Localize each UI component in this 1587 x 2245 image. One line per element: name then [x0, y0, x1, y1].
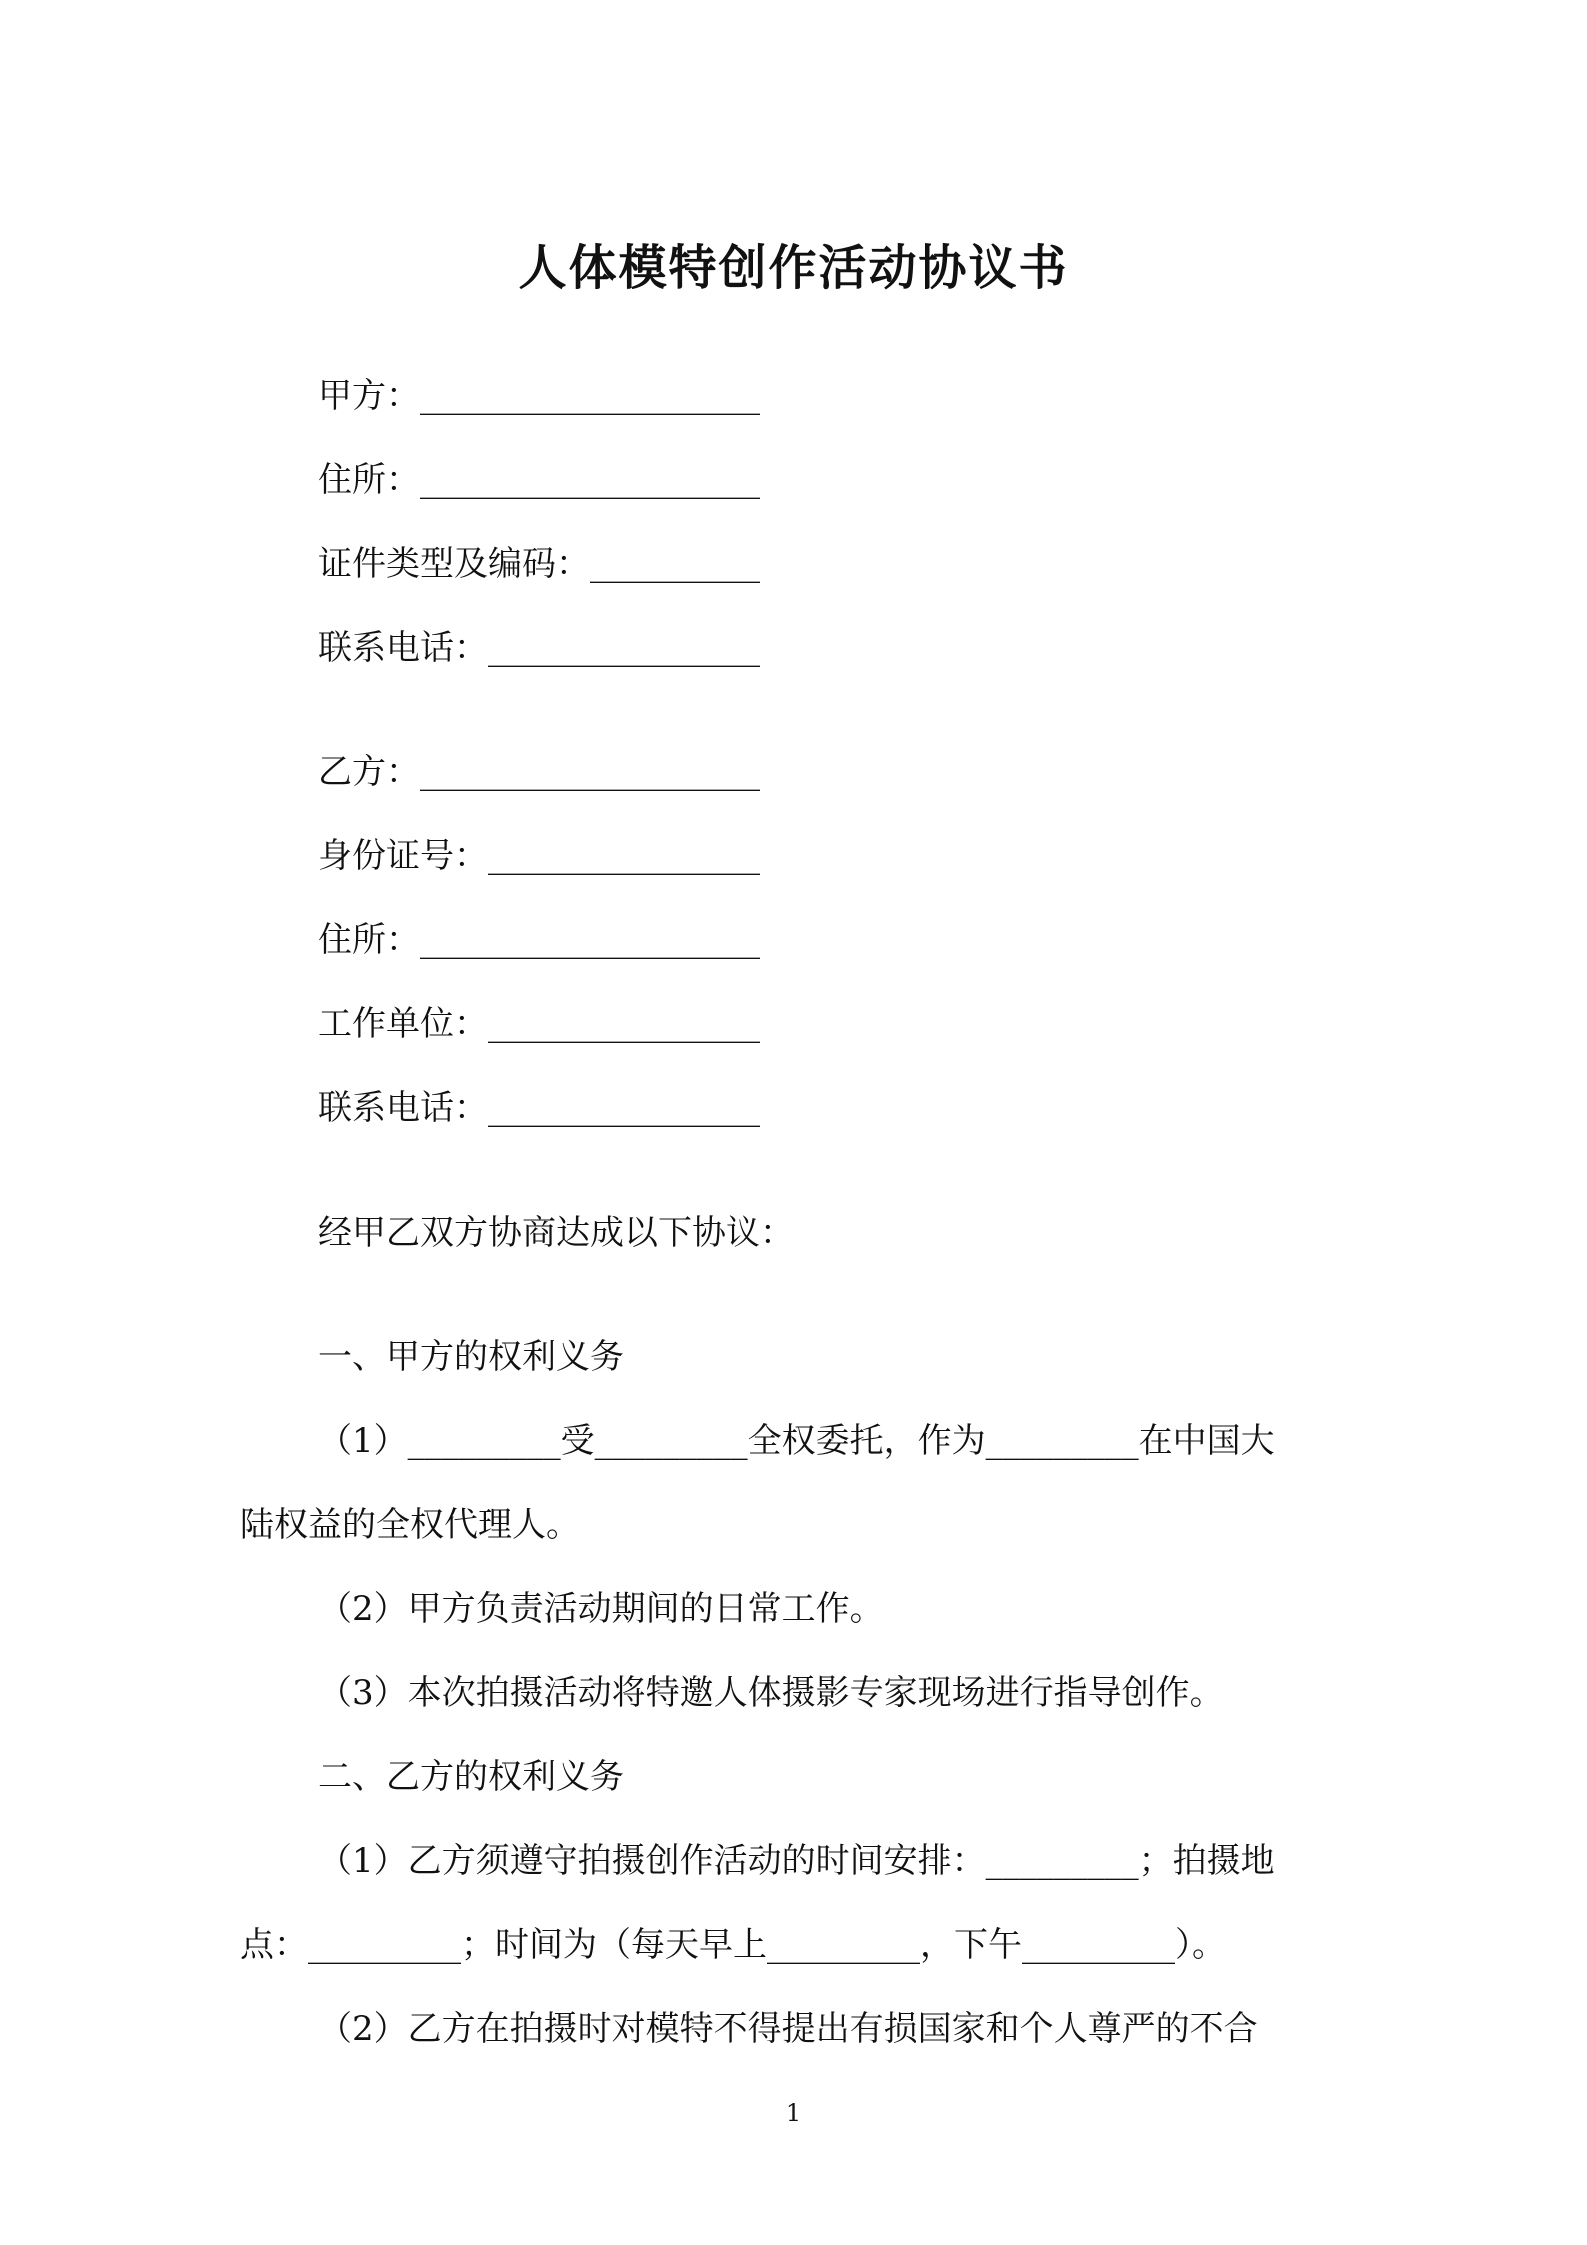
party-b-phone-field: 联系电话：________________: [318, 1088, 760, 1128]
section2-item1-line1: （1）乙方须遵守拍摄创作活动的时间安排：_________；拍摄地: [318, 1841, 1275, 1881]
party-b-id-field: 身份证号：________________: [318, 836, 760, 876]
party-b-employer-field: 工作单位：________________: [318, 1004, 760, 1044]
party-a-id-field: 证件类型及编码：__________: [318, 544, 760, 584]
party-b-name-field: 乙方：____________________: [318, 752, 760, 792]
section2-item1-line2: 点：_________；时间为（每天早上_________，下午_________）。: [240, 1925, 1226, 1965]
page-number: 1: [785, 2099, 802, 2127]
party-b-address-field: 住所：____________________: [318, 920, 760, 960]
section1-item2: （2）甲方负责活动期间的日常工作。: [318, 1589, 884, 1629]
document-title: 人体模特创作活动协议书: [518, 240, 1069, 296]
section1-item1-line2: 陆权益的全权代理人。: [240, 1505, 580, 1545]
section2-heading: 二、乙方的权利义务: [318, 1757, 624, 1797]
party-a-phone-field: 联系电话：________________: [318, 628, 760, 668]
section2-item2-line1: （2）乙方在拍摄时对模特不得提出有损国家和个人尊严的不合: [318, 2009, 1258, 2049]
party-a-address-field: 住所：____________________: [318, 460, 760, 500]
section1-item3: （3）本次拍摄活动将特邀人体摄影专家现场进行指导创作。: [318, 1673, 1224, 1713]
party-a-name-field: 甲方：____________________: [318, 376, 760, 416]
agreement-intro: 经甲乙双方协商达成以下协议：: [318, 1213, 794, 1253]
section1-item1-line1: （1）_________受_________全权委托，作为_________在中国大: [318, 1421, 1275, 1461]
section1-heading: 一、甲方的权利义务: [318, 1337, 624, 1377]
